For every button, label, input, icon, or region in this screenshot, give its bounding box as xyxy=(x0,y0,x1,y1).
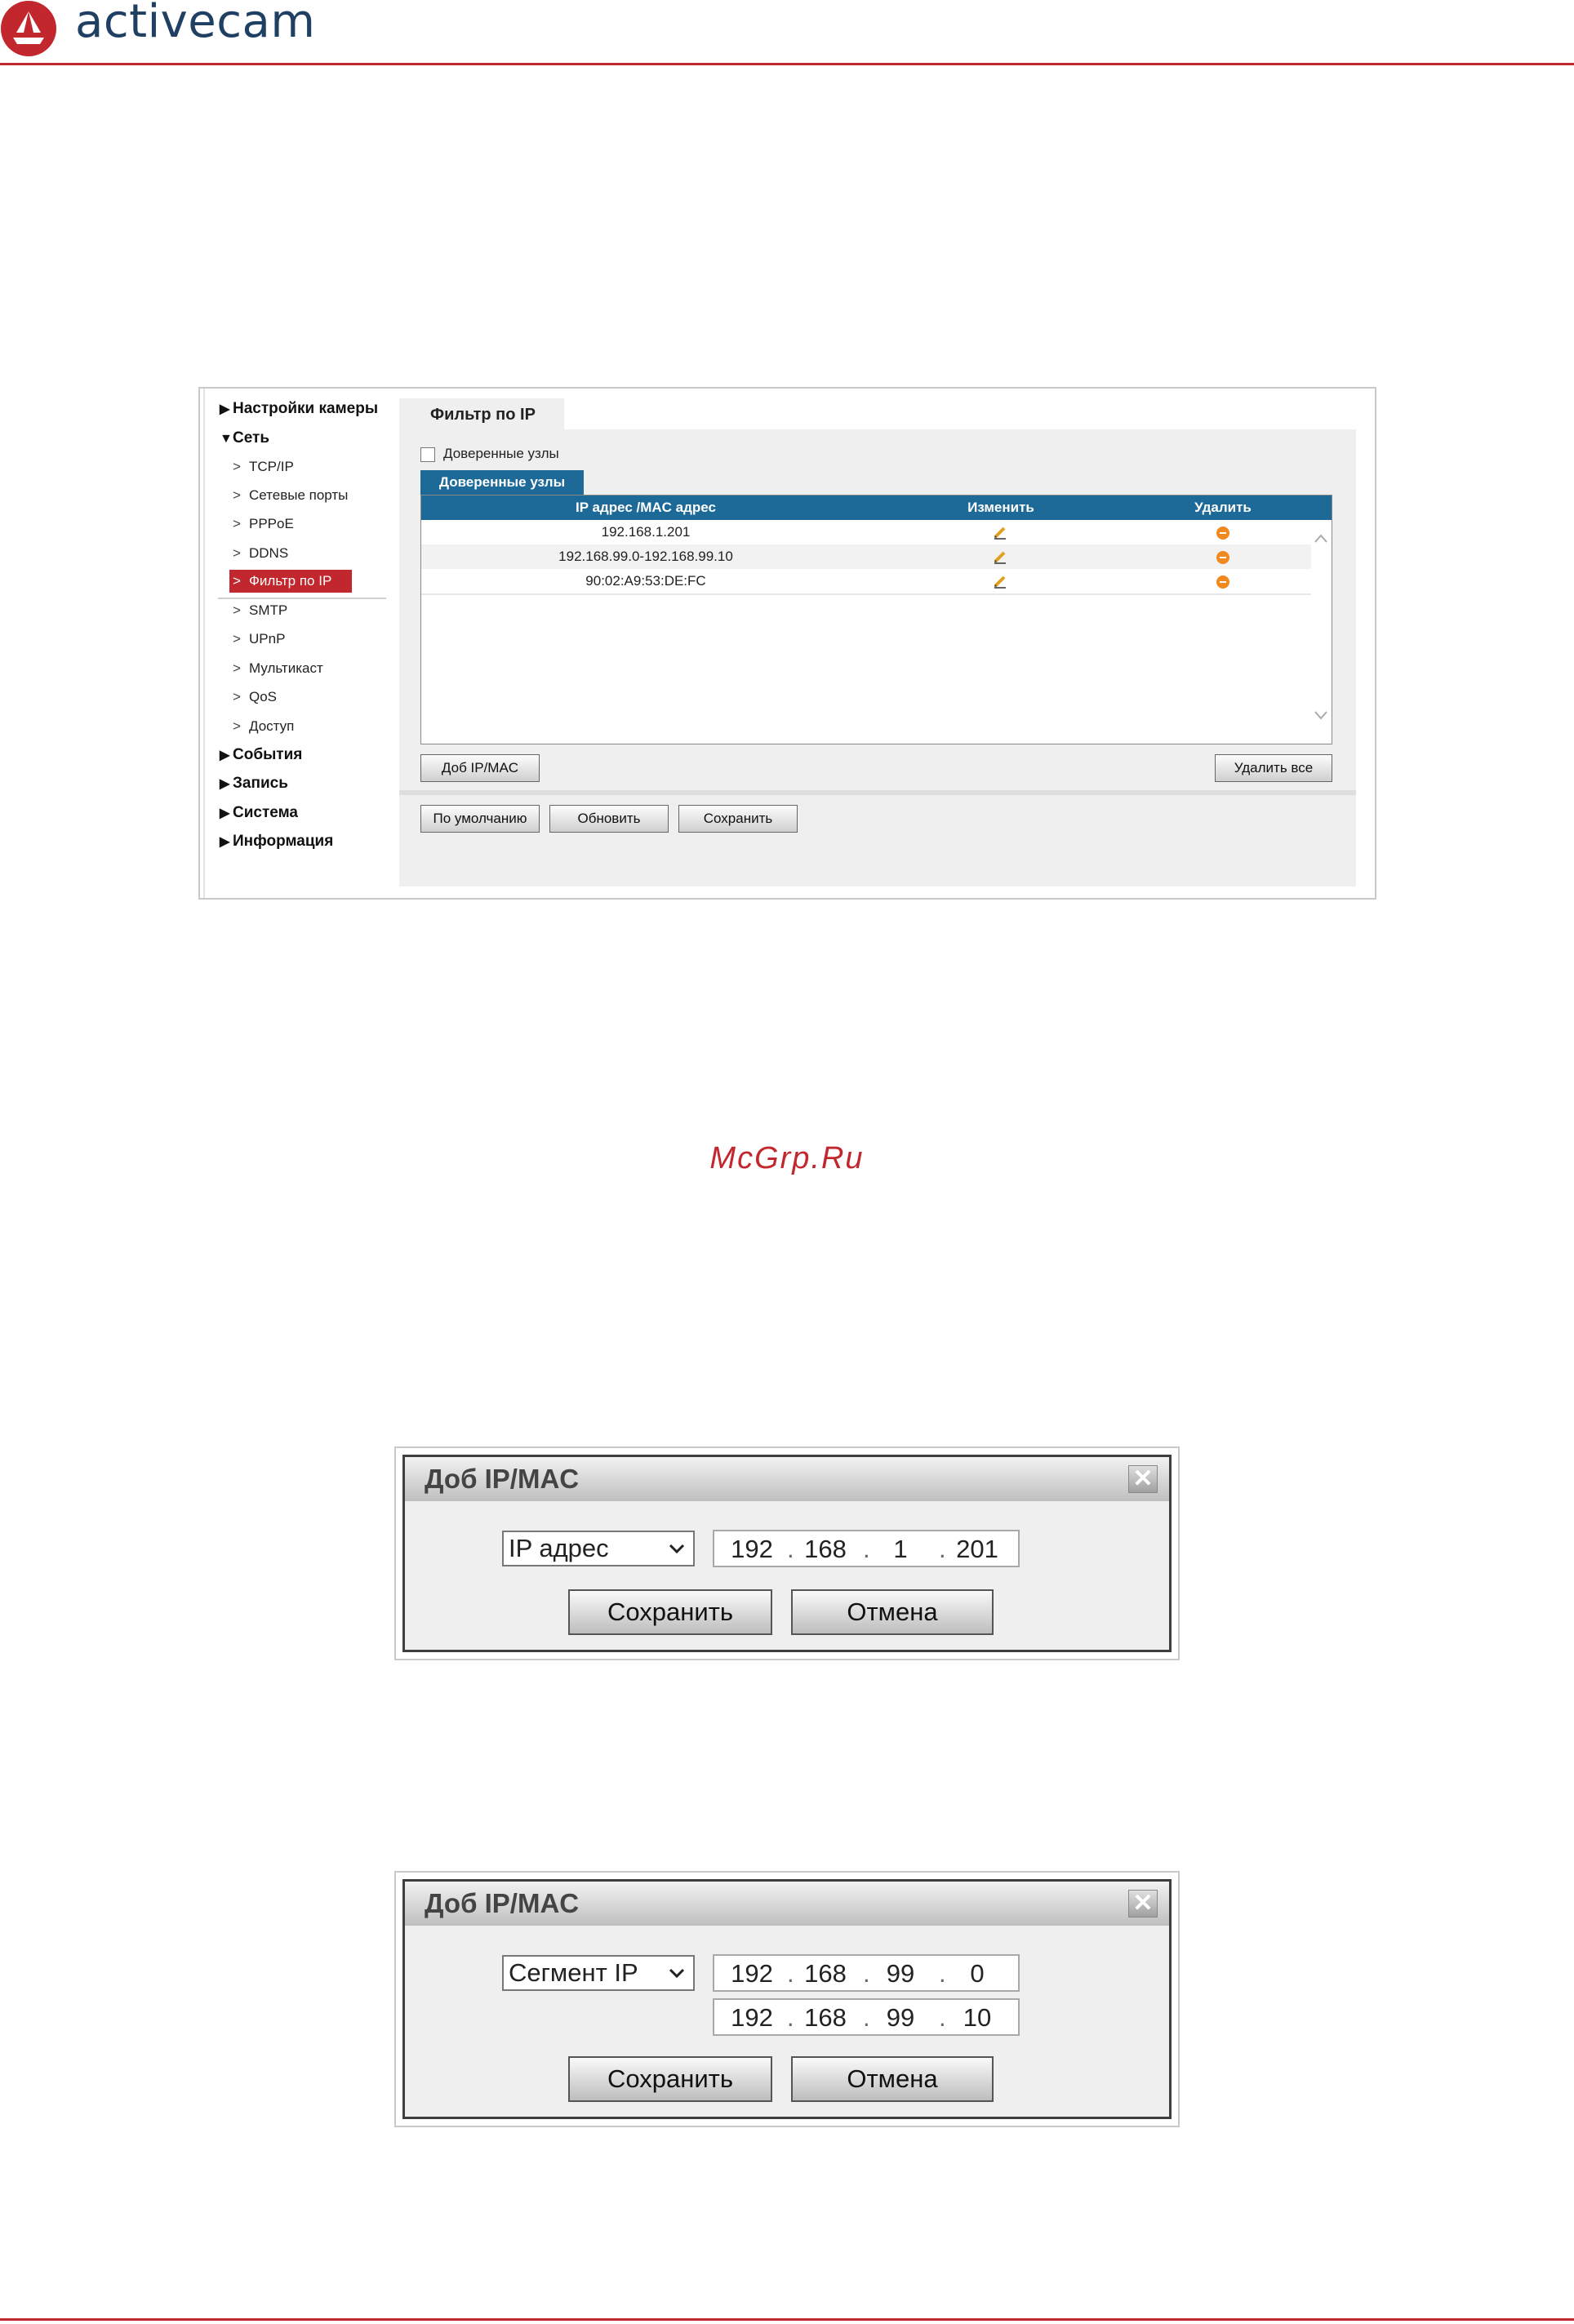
expand-triangle-icon: ▶ xyxy=(220,777,230,791)
save-button[interactable]: Сохранить xyxy=(678,805,798,833)
ip-octet-3[interactable]: 99 xyxy=(886,2003,915,2032)
subtab-trusted-hosts[interactable]: Доверенные узлы xyxy=(420,470,584,495)
ip-octet-2[interactable]: 168 xyxy=(804,1535,847,1563)
ip-octet-1[interactable]: 192 xyxy=(731,1959,773,1988)
pencil-icon[interactable] xyxy=(993,525,1007,540)
activecam-logo-icon xyxy=(0,0,57,57)
minus-circle-icon[interactable] xyxy=(1216,527,1229,540)
ip-separator: . xyxy=(787,2003,794,2032)
ip-octet-3[interactable]: 1 xyxy=(893,1535,908,1563)
table-row xyxy=(421,544,1311,569)
dialog-save-button[interactable]: Сохранить xyxy=(568,1589,772,1635)
add-ip-mac-button[interactable]: Доб IP/MAC xyxy=(420,754,540,782)
close-icon[interactable]: ✕ xyxy=(1128,1890,1158,1917)
dialog-cancel-button[interactable]: Отмена xyxy=(791,2056,994,2102)
ip-separator: . xyxy=(939,1535,946,1563)
sidebar-item-system[interactable]: ▶ Система xyxy=(220,804,298,821)
delete-all-button[interactable]: Удалить все xyxy=(1215,754,1332,782)
tab-ip-filter[interactable]: Фильтр по IP xyxy=(399,398,564,431)
ip-filter-screen xyxy=(198,387,1376,900)
ip-octet-1[interactable]: 192 xyxy=(731,2003,773,2032)
ip-separator: . xyxy=(863,1535,870,1563)
scroll-down-icon[interactable] xyxy=(1314,709,1328,721)
sidebar-item-network[interactable]: ▼Сеть xyxy=(220,429,270,447)
dialog-title: Доб IP/MAC xyxy=(405,1882,1169,1926)
refresh-button[interactable]: Обновить xyxy=(549,805,669,833)
ip-separator: . xyxy=(863,2003,870,2032)
watermark: McGrp.Ru xyxy=(709,1141,865,1175)
ip-octet-2[interactable]: 168 xyxy=(804,2003,847,2032)
dialog-frame xyxy=(402,1455,1172,1652)
chevron-down-icon xyxy=(669,1540,685,1557)
address-cell: 192.168.99.0-192.168.99.10 xyxy=(558,549,733,564)
add-ip-segment-dialog xyxy=(394,1871,1180,2127)
sidebar-sub-ip-filter[interactable]: > Фильтр по IP xyxy=(229,570,352,593)
trusted-hosts-label: Доверенные узлы xyxy=(443,446,559,461)
address-type-select[interactable] xyxy=(502,1955,695,1991)
trusted-hosts-checkbox[interactable] xyxy=(420,447,435,462)
sidebar-sub-tcpip[interactable]: > TCP/IP xyxy=(233,459,294,474)
address-cell: 90:02:A9:53:DE:FC xyxy=(585,573,706,589)
pencil-icon[interactable] xyxy=(993,549,1007,564)
minus-circle-icon[interactable] xyxy=(1216,575,1229,589)
table-row xyxy=(421,569,1311,593)
address-type-value: Сегмент IP xyxy=(509,1958,638,1987)
section-divider xyxy=(399,790,1356,795)
ip-octet-1[interactable]: 192 xyxy=(731,1535,773,1563)
close-icon[interactable]: ✕ xyxy=(1128,1465,1158,1493)
table-header xyxy=(421,495,1332,520)
sidebar-sub-smtp[interactable]: > SMTP xyxy=(233,602,288,618)
ip-separator: . xyxy=(863,1959,870,1988)
dialog-cancel-button[interactable]: Отмена xyxy=(791,1589,994,1635)
sidebar-item-events[interactable]: ▶ События xyxy=(220,746,303,763)
sidebar-item-record[interactable]: ▶ Запись xyxy=(220,775,288,792)
add-ip-dialog xyxy=(394,1446,1180,1660)
ip-separator: . xyxy=(939,1959,946,1988)
footer-rule xyxy=(0,2318,1574,2321)
collapse-triangle-icon: ▼ xyxy=(220,432,233,446)
ip-separator: . xyxy=(787,1959,794,1988)
sidebar-border xyxy=(203,389,205,898)
column-header-edit: Изменить xyxy=(967,500,1034,515)
ip-address-field[interactable] xyxy=(713,1530,1020,1567)
pencil-icon[interactable] xyxy=(993,574,1007,589)
sidebar-sub-network-ports[interactable]: > Сетевые порты xyxy=(233,487,349,503)
address-type-value: IP адрес xyxy=(509,1534,609,1562)
sidebar-item-camera-settings[interactable]: ▶ Настройки камеры xyxy=(220,400,379,417)
sidebar-sub-ddns[interactable]: > DDNS xyxy=(233,545,289,561)
dialog-save-button[interactable]: Сохранить xyxy=(568,2056,772,2102)
chevron-down-icon xyxy=(669,1965,685,1981)
scroll-up-icon[interactable] xyxy=(1314,533,1328,544)
ip-octet-3[interactable]: 99 xyxy=(886,1959,915,1988)
expand-triangle-icon: ▶ xyxy=(220,807,230,820)
sidebar-sub-multicast[interactable]: > Мультикаст xyxy=(233,660,323,676)
sidebar-sub-access[interactable]: > Доступ xyxy=(233,718,295,734)
default-button[interactable]: По умолчанию xyxy=(420,805,540,833)
end-ip-field[interactable] xyxy=(713,1998,1020,2036)
ip-octet-2[interactable]: 168 xyxy=(804,1959,847,1988)
ip-octet-4[interactable]: 201 xyxy=(956,1535,998,1563)
table-row xyxy=(421,520,1311,544)
ip-separator: . xyxy=(787,1535,794,1563)
ip-separator: . xyxy=(939,2003,946,2032)
brand-name: activecam xyxy=(75,0,316,48)
column-header-delete: Удалить xyxy=(1194,500,1252,515)
expand-triangle-icon: ▶ xyxy=(220,402,230,416)
row-divider xyxy=(421,593,1311,595)
minus-circle-icon[interactable] xyxy=(1216,551,1229,564)
header-rule xyxy=(0,63,1574,65)
dialog-frame xyxy=(402,1879,1172,2119)
sidebar-sub-upnp[interactable]: > UPnP xyxy=(233,631,286,647)
expand-triangle-icon: ▶ xyxy=(220,749,230,762)
dialog-title: Доб IP/MAC xyxy=(405,1457,1169,1501)
expand-triangle-icon: ▶ xyxy=(220,835,230,849)
address-type-select[interactable] xyxy=(502,1531,695,1566)
active-item-underline xyxy=(218,598,386,599)
column-header-address: IP адрес /MAC адрес xyxy=(576,500,716,515)
ip-octet-4[interactable]: 10 xyxy=(963,2003,992,2032)
start-ip-field[interactable] xyxy=(713,1954,1020,1992)
ip-octet-4[interactable]: 0 xyxy=(970,1959,985,1988)
sidebar-item-info[interactable]: ▶ Информация xyxy=(220,833,334,850)
trusted-hosts-table xyxy=(420,495,1332,744)
sidebar-sub-pppoe[interactable]: > PPPoE xyxy=(233,516,294,531)
sidebar-sub-qos[interactable]: > QoS xyxy=(233,689,278,704)
address-cell: 192.168.1.201 xyxy=(601,524,691,540)
